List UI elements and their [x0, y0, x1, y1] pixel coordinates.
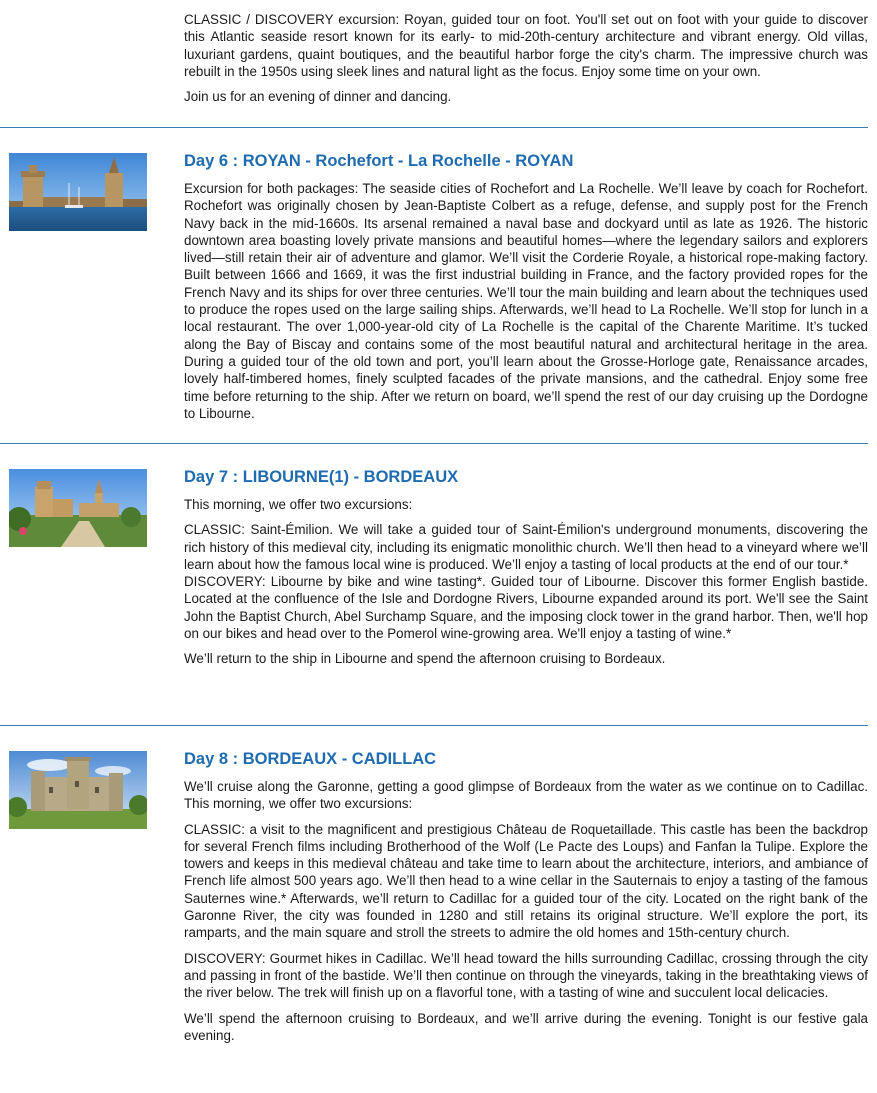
day-8-paragraph: We’ll cruise along the Garonne, getting a good glimpse of Bordeaux from the water as we continue on to Cadillac. This morning, we offer two excursions:	[184, 779, 868, 812]
day-8-paragraph: DISCOVERY: Gourmet hikes in Cadillac. We’ll head toward the hills surrounding Cadillac, crossing through the city and passing in front of the bastide. We’ll then continue on through the vineyards, taking in the breathtaking views of the river below. The trek will finish up on a flavorful tone, with a tasting of wine and succulent local delicacies.	[184, 950, 868, 1001]
section-divider	[0, 127, 868, 128]
day-6-paragraph: Excursion for both packages: The seaside cities of Rochefort and La Rochelle. We’ll leave by coach for Rochefort. Rochefort was originally chosen by Jean-Baptiste Colbert as a refuge, defense, and supply post for the French Navy back in the mid-1660s. Its arsenal remained a naval base and dockyard until as late as 1926. The historic downtown area boasting lovely private mansions and beautiful homes—where the legendary sailors and explorers lived—still retain their air of adventure and glamor. We’ll visit the Corderie Royale, a historical rope-making factory. Built between 1666 and 1669, it was the first industrial building in France, and the factory provided ropes for the French Navy and its ships for over three centuries. We’ll tour the main building and learn about the techniques used to produce the ropes used on the large sailing ships. Afterwards, we’ll head to La Rochelle. We’ll stop for lunch in a local restaurant. The over 1,000-year-old city of La Rochelle is the capital of the Charente Maritime. It’s tucked along the Bay of Biscay and contains some of the most beautiful natural and architectural heritage in the area. During a guided tour of the old town and port, you’ll learn about the Grosse-Horloge gate, Renaissance arcades, lovely half-timbered homes, finely sculpted facades of the private mansions, and the cathedral. Enjoy some free time before returning to the ship. After we return on board, we’ll spend the rest of our day cruising up the Dordogne to Libourne.	[184, 181, 868, 421]
day-7-paragraph: We’ll return to the ship in Libourne and spend the afternoon cruising to Bordeaux.	[184, 651, 666, 667]
intro-paragraph: CLASSIC / DISCOVERY excursion: Royan, guided tour on foot. You'll set out on foot with your guide to discover this Atlantic seaside resort known for its early- to mid-20th-century architecture and vibrant energy. Old villas, luxuriant gardens, quaint boutiques, and the beautiful harbor forge the city's charm. The impressive church was rebuilt in the 1950s using sleek lines and natural light as the focus. Enjoy some time on your own.	[184, 12, 868, 79]
day-7-paragraph: This morning, we offer two excursions:	[184, 497, 413, 512]
saint-emilion-village-photo	[9, 469, 147, 547]
section-divider	[0, 725, 868, 726]
day-6-title: Day 6 : ROYAN - Rochefort - La Rochelle - ROYAN	[184, 152, 574, 170]
intro-block	[184, 11, 868, 113]
day-6-section	[184, 151, 868, 422]
day-7-paragraph: DISCOVERY: Libourne by bike and wine tasting*. Guided tour of Libourne. Discover this former English bastide. Located at the confluence of the Isle and Dordogne Rivers, Libourne expanded around its port. We'll see the Saint John the Baptist Church, Abel Surchamp Square, and the imposing clock tower in the grand harbor. Then, we'll hop on our bikes and head over to the Pomerol wine-growing area. We'll enjoy a tasting of wine.*	[184, 574, 868, 642]
intro-paragraph: Join us for an evening of dinner and dancing.	[184, 89, 452, 105]
chateau-roquetaillade-photo	[9, 751, 147, 829]
day-7-paragraph: CLASSIC: Saint-Émilion. We will take a guided tour of Saint-Émilion's underground monuments, discovering the rich history of this medieval city, including its enigmatic monolithic church. We’ll then head to a vineyard where we’ll learn about how the famous local wine is produced. We’ll enjoy a tasting of local products at the end of our tour.*	[184, 522, 868, 572]
day-7-title: Day 7 : LIBOURNE(1) - BORDEAUX	[184, 468, 459, 486]
la-rochelle-towers-photo	[9, 153, 147, 231]
day-8-paragraph: We’ll spend the afternoon cruising to Bordeaux, and we’ll arrive during the evening. Tonight is our festive gala evening.	[184, 1010, 868, 1043]
day-8-section	[184, 749, 868, 1044]
day-8-title: Day 8 : BORDEAUX - CADILLAC	[184, 750, 437, 768]
day-8-paragraph: CLASSIC: a visit to the magnificent and prestigious Château de Roquetaillade. This castle has been the backdrop for several French films including Brotherhood of the Wolf (Le Pacte des Loups) and Fanfan la Tulipe. Explore the towers and keeps in this medieval château and take time to learn about the architecture, interiors, and ambiance of French life almost 500 years ago. We’ll then head to a wine cellar in the Sauternais to enjoy a tasting of the famous Sauternes wine.* Afterwards, we’ll return to Cadillac for a guided tour of the city. Located on the right bank of the Garonne River, the city was founded in 1280 and still retains its original structure. We’ll explore the port, its ramparts, and the main square and stroll the streets to admire the old homes and 15th-century church.	[184, 821, 868, 941]
section-divider	[0, 443, 868, 444]
day-7-section	[184, 467, 868, 668]
